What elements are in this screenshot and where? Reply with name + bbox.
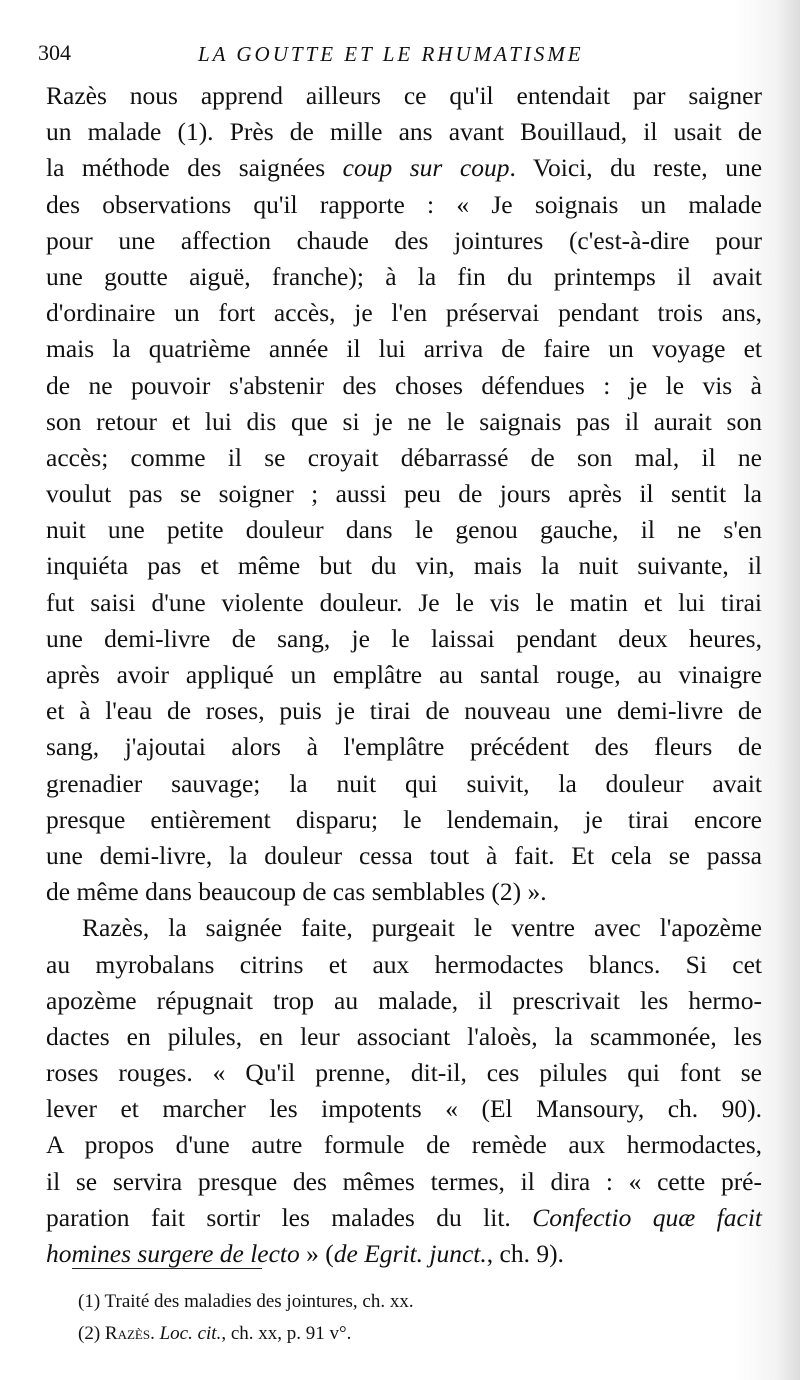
- footnote-author: Razès: [104, 1323, 151, 1344]
- text-line: sang, j'ajoutai alors à l'emplâtre précédent des fleurs de: [46, 732, 762, 762]
- body-text: [46, 78, 762, 1272]
- footnote-1: (1) Traité des maladies des jointures, ch. xx.: [78, 1291, 414, 1312]
- paragraph-first-line: Razès, la saignée faite, purgeait le ventre avec l'apozème: [82, 913, 762, 943]
- text-line: fut saisi d'une violente douleur. Je le vis le matin et lui tirai: [46, 587, 762, 617]
- text-line: dactes en pilules, en leur associant l'aloès, la scammonée, les: [46, 1021, 762, 1051]
- text-line: d'ordinaire un fort accès, je l'en préservai pendant trois ans,: [46, 298, 762, 328]
- text-line: la méthode des saignées coup sur coup. Voici, du reste, une: [46, 153, 763, 183]
- text-line: nuit une petite douleur dans le genou gauche, il ne s'en: [46, 515, 762, 545]
- text-line: une demi-livre de sang, je le laissai pendant deux heures,: [46, 623, 762, 653]
- text-line: pour une affection chaude des jointures (c'est-à-dire pour: [46, 225, 762, 255]
- text-line: au myrobalans citrins et aux hermodactes blancs. Si cet: [46, 949, 762, 979]
- text-line: voulut pas se soigner ; aussi peu de jours après il sentit la: [46, 479, 762, 509]
- text-line: mais la quatrième année il lui arriva de faire un voyage et: [46, 334, 762, 364]
- text-line: presque entièrement disparu; le lendemain, je tirai encore: [46, 804, 762, 834]
- text-line: paration fait sortir les malades du lit. Confectio quæ facit: [46, 1202, 762, 1232]
- text-line: A propos d'une autre formule de remède aux hermodactes,: [46, 1130, 762, 1160]
- text-line: et à l'eau de roses, puis je tirai de nouveau une demi-livre de: [46, 696, 762, 726]
- text-line: Razès nous apprend ailleurs ce qu'il entendait par saigner: [46, 81, 762, 110]
- running-head: [38, 40, 778, 72]
- text-line: grenadier sauvage; la nuit qui suivit, la douleur avait: [46, 768, 762, 798]
- text-line: il se servira presque des mêmes termes, il dira : « cette pré-: [46, 1166, 762, 1196]
- text-line: lever et marcher les impotents « (El Mansoury, ch. 90).: [46, 1094, 762, 1124]
- footnote-2: (2) Razès. Loc. cit., ch. xx, p. 91 v°.: [78, 1323, 352, 1344]
- text-line: une demi-livre, la douleur cessa tout à fait. Et cela se passa: [46, 840, 762, 870]
- text-line: un malade (1). Près de mille ans avant Bouillaud, il usait de: [46, 117, 762, 147]
- footnote-divider: [72, 1268, 262, 1269]
- page-number: 304: [38, 40, 71, 65]
- running-title: LA GOUTTE ET LE RHUMATISME: [198, 42, 584, 66]
- text-line: son retour et lui dis que si je ne le saignais pas il aurait son: [46, 406, 762, 436]
- text-line: homines surgere de lecto » (de Egrit. junct., ch. 9).: [46, 1239, 564, 1268]
- text-line: apozème répugnait trop au malade, il prescrivait les hermo-: [46, 985, 762, 1015]
- text-line: de même dans beaucoup de cas semblables (2) ».: [46, 877, 547, 907]
- text-line: accès; comme il se croyait débarrassé de son mal, il ne: [46, 442, 762, 472]
- text-line: roses rouges. « Qu'il prenne, dit-il, ces pilules qui font se: [46, 1058, 762, 1088]
- text-line: de ne pouvoir s'abstenir des choses défendues : je le vis à: [46, 370, 762, 400]
- text-line: des observations qu'il rapporte : « Je soignais un malade: [46, 189, 762, 219]
- text-line: une goutte aiguë, franche); à la fin du printemps il avait: [46, 261, 762, 291]
- footnotes: [78, 1286, 758, 1350]
- text-line: après avoir appliqué un emplâtre au santal rouge, au vinaigre: [46, 660, 762, 689]
- text-line: inquiéta pas et même but du vin, mais la nuit suivante, il: [46, 551, 762, 581]
